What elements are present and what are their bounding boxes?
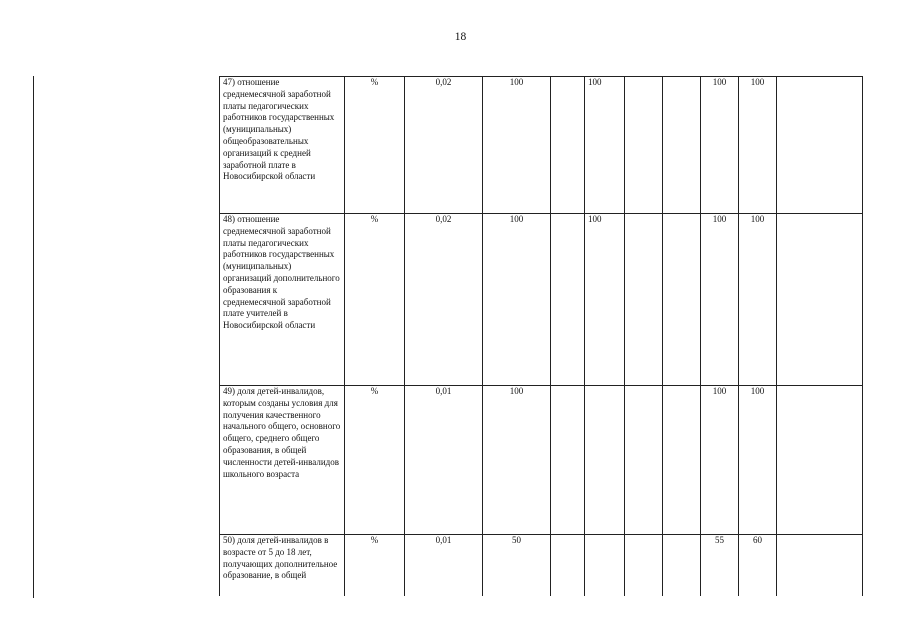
value-cell — [625, 535, 663, 596]
weight-cell: 0,01 — [405, 386, 483, 535]
value-cell — [551, 77, 585, 214]
value-cell: 100 — [483, 386, 551, 535]
indicators-table — [219, 76, 863, 596]
value-cell: 100 — [483, 77, 551, 214]
indicator-name: 47) отношение среднемесячной заработной платы педагогических работников государственных (муниципальных) общеобразовательных организаций к средней заработной плате в Новосибирской области — [220, 77, 345, 214]
value-cell — [585, 535, 625, 596]
value-cell: 100 — [701, 386, 739, 535]
value-cell — [625, 214, 663, 386]
value-cell — [625, 77, 663, 214]
value-cell: 100 — [739, 386, 777, 535]
value-cell — [777, 386, 863, 535]
value-cell: 100 — [585, 214, 625, 386]
table-row — [220, 386, 863, 535]
table-row — [220, 77, 863, 214]
value-cell — [663, 535, 701, 596]
value-cell — [551, 535, 585, 596]
value-cell — [777, 214, 863, 386]
value-cell — [777, 77, 863, 214]
weight-cell: 0,01 — [405, 535, 483, 596]
value-cell: 55 — [701, 535, 739, 596]
unit-cell: % — [345, 535, 405, 596]
unit-cell: % — [345, 77, 405, 214]
table-row — [220, 214, 863, 386]
unit-cell: % — [345, 214, 405, 386]
indicator-name: 48) отношение среднемесячной заработной платы педагогических работников государственных (муниципальных) организаций дополнительного образования к среднемесячной заработной плате учителей в Новосибирской области — [220, 214, 345, 386]
value-cell: 100 — [739, 77, 777, 214]
value-cell — [625, 386, 663, 535]
unit-cell: % — [345, 386, 405, 535]
indicator-name: 49) доля детей-инвалидов, которым созданы условия для получения качественного начального общего, основного общего, среднего общего образования, в общей численности детей-инвалидов школьного возраста — [220, 386, 345, 535]
weight-cell: 0,02 — [405, 214, 483, 386]
value-cell: 100 — [701, 77, 739, 214]
value-cell: 50 — [483, 535, 551, 596]
value-cell — [663, 386, 701, 535]
value-cell: 100 — [701, 214, 739, 386]
value-cell: 100 — [483, 214, 551, 386]
weight-cell: 0,02 — [405, 77, 483, 214]
value-cell — [663, 214, 701, 386]
indicator-name: 50) доля детей-инвалидов в возрасте от 5 до 18 лет, получающих дополнительное образование, в общей — [220, 535, 345, 596]
value-cell: 100 — [739, 214, 777, 386]
value-cell — [663, 77, 701, 214]
value-cell — [551, 214, 585, 386]
page-number: 18 — [454, 31, 467, 43]
value-cell: 100 — [585, 77, 625, 214]
value-cell: 60 — [739, 535, 777, 596]
value-cell — [551, 386, 585, 535]
value-cell — [777, 535, 863, 596]
table-row — [220, 535, 863, 596]
left-border-line — [33, 76, 34, 598]
value-cell — [585, 386, 625, 535]
